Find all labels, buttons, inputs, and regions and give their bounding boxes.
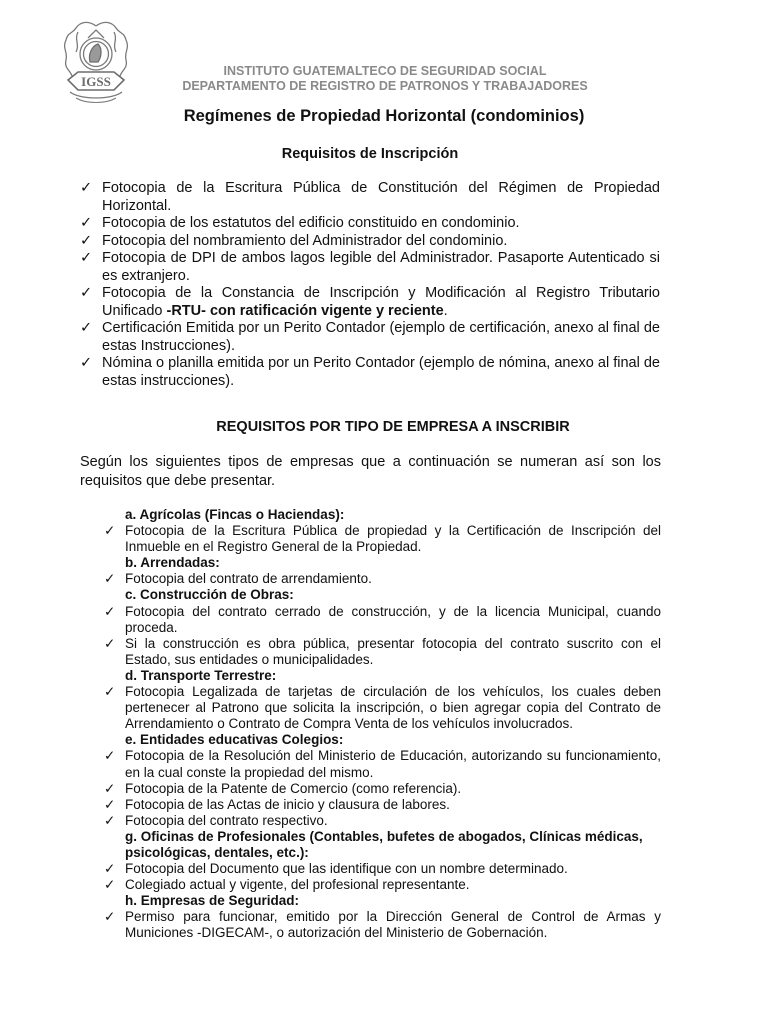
checkmark-icon: ✓	[104, 571, 116, 588]
document-title: Regímenes de Propiedad Horizontal (condominios)	[183, 107, 585, 125]
company-type-heading: e. Entidades educativas Colegios:	[125, 732, 344, 748]
logo-lettering: IGSS	[81, 74, 111, 89]
company-type-requirement: ✓ Fotocopia del contrato cerrado de construcción, y de la licencia Municipal, cuando proceda.	[104, 603, 661, 635]
company-type-requirement: ✓ Fotocopia Legalizada de tarjetas de circulación de los vehículos, los cuales deben pertenecer al Patrono que solicita la inscripción, o bien agregar copia del Contrato de Arrendamiento o Contrato de Compra Venta de los vehículos involucrados.	[104, 684, 661, 732]
company-type-requirement: ✓ Fotocopia de la Resolución del Ministerio de Educación, autorizando su funcionamiento, en la cual conste la propiedad del mismo.	[104, 748, 661, 780]
checkmark-icon: ✓	[104, 861, 116, 878]
company-type-requirement: ✓ Permiso para funcionar, emitido por la Dirección General de Control de Armas y Municiones -DIGECAM-, o autorización del Ministerio de Gobernación.	[104, 909, 661, 941]
requirements-list	[80, 180, 660, 390]
company-type-heading: d. Transporte Terrestre:	[125, 667, 277, 683]
company-type-requirement: ✓ Fotocopia de la Escritura Pública de propiedad y la Certificación de Inscripción del Inmueble en el Registro General de la Propiedad.	[104, 523, 661, 555]
checkmark-icon: ✓	[80, 355, 93, 371]
company-type-heading: c. Construcción de Obras:	[125, 587, 294, 603]
requirements-subtitle: Requisitos de Inscripción	[281, 146, 459, 162]
company-type-heading: h. Empresas de Seguridad:	[125, 893, 300, 909]
intro-paragraph: Según los siguientes tipos de empresas que a continuación se numeran así son los requisitos que debe presentar.	[80, 454, 661, 489]
institution-name: INSTITUTO GUATEMALTECO DE SEGURIDAD SOCIAL	[223, 64, 547, 78]
checkmark-icon: ✓	[104, 909, 116, 926]
checkmark-icon: ✓	[104, 603, 116, 620]
company-type-heading: b. Arrendadas:	[125, 555, 220, 571]
requirement-emphasis: -RTU- con ratificación vigente y reciente	[166, 302, 444, 319]
checkmark-icon: ✓	[104, 748, 116, 765]
checkmark-icon: ✓	[80, 250, 93, 266]
checkmark-icon: ✓	[104, 635, 116, 652]
checkmark-icon: ✓	[80, 215, 93, 231]
requirement-item: ✓ Fotocopia de la Escritura Pública de Constitución del Régimen de Propiedad Horizontal.	[80, 180, 660, 214]
company-type-heading: g. Oficinas de Profesionales (Contables, bufetes de abogados, Clínicas médicas, psicológicas, dentales, etc.):	[125, 828, 643, 860]
company-type-requirement: ✓ Colegiado actual y vigente, del profesional representante.	[104, 877, 470, 894]
checkmark-icon: ✓	[104, 796, 116, 813]
checkmark-icon: ✓	[104, 812, 116, 829]
checkmark-icon: ✓	[80, 232, 93, 249]
company-type-requirement: ✓ Fotocopia de la Patente de Comercio (como referencia).	[104, 780, 462, 797]
company-types-list	[104, 507, 661, 942]
requirement-item: ✓ Fotocopia de la Constancia de Inscripción y Modificación al Registro Tributario Unificado -RTU- con ratificación vigente y reciente.	[80, 285, 660, 319]
requirement-item: ✓ Fotocopia de los estatutos del edificio constituido en condominio.	[80, 215, 520, 231]
section-title: REQUISITOS POR TIPO DE EMPRESA A INSCRIBIR	[216, 419, 570, 435]
requirement-item: ✓ Fotocopia del nombramiento del Administrador del condominio.	[80, 232, 508, 249]
checkmark-icon: ✓	[80, 180, 93, 196]
checkmark-icon: ✓	[80, 285, 93, 301]
company-type-requirement: ✓ Si la construcción es obra pública, presentar fotocopia del contrato suscrito con el Estado, sus entidades o municipalidades.	[104, 635, 661, 667]
requirement-item: ✓ Certificación Emitida por un Perito Contador (ejemplo de certificación, anexo al final de estas Instrucciones).	[80, 320, 660, 354]
checkmark-icon: ✓	[104, 780, 116, 797]
company-type-heading: a. Agrícolas (Fincas o Haciendas):	[125, 507, 345, 522]
company-type-requirement: ✓ Fotocopia del contrato respectivo.	[104, 812, 328, 829]
department-name: DEPARTAMENTO DE REGISTRO DE PATRONOS Y TRABAJADORES	[182, 79, 588, 93]
requirement-item: ✓ Nómina o planilla emitida por un Perito Contador (ejemplo de nómina, anexo al final de estas instrucciones).	[80, 355, 660, 389]
company-type-requirement: ✓ Fotocopia del Documento que las identifique con un nombre determinado.	[104, 861, 568, 878]
company-type-requirement: ✓ Fotocopia de las Actas de inicio y clausura de labores.	[104, 796, 450, 813]
checkmark-icon: ✓	[104, 523, 116, 540]
checkmark-icon: ✓	[104, 684, 116, 701]
requirement-item: ✓ Fotocopia de DPI de ambos lagos legible del Administrador. Pasaporte Autenticado si es extranjero.	[80, 250, 660, 284]
company-type-requirement: ✓ Fotocopia del contrato de arrendamiento.	[104, 571, 372, 588]
checkmark-icon: ✓	[104, 877, 116, 894]
checkmark-icon: ✓	[80, 320, 93, 336]
